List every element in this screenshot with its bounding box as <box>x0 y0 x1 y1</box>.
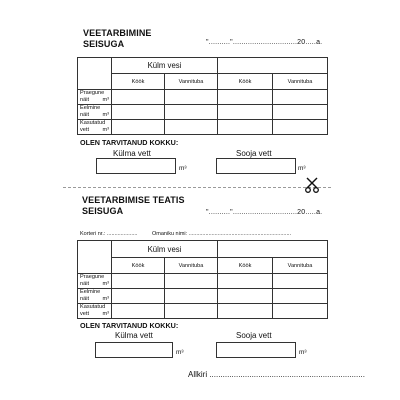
reading-cell[interactable] <box>165 274 218 289</box>
cold-water-header: Külm vesi <box>112 241 218 258</box>
total-label-top: OLEN TARVITANUD KOKKU: <box>80 138 179 147</box>
date-field-bottom[interactable]: ".........."..............................20.....a. <box>206 209 323 216</box>
reading-cell[interactable] <box>165 120 218 135</box>
total-label-bottom: OLEN TARVITANUD KOKKU: <box>80 321 179 330</box>
title-line-1: VEETARBIMINE <box>83 28 152 38</box>
reading-cell[interactable] <box>273 274 328 289</box>
form-title-bottom <box>82 195 185 216</box>
meter-table-bottom <box>77 240 328 319</box>
reading-cell[interactable] <box>112 289 165 304</box>
reading-cell[interactable] <box>218 274 273 289</box>
hot-label-top: Sooja vett <box>236 149 272 158</box>
reading-cell[interactable] <box>112 120 165 135</box>
column-header: Köök <box>112 74 165 90</box>
unit-label: m³ <box>176 349 184 356</box>
reading-cell[interactable] <box>218 90 273 105</box>
cold-total-field-top[interactable] <box>96 158 176 174</box>
reading-cell[interactable] <box>165 90 218 105</box>
table-corner <box>78 241 112 274</box>
title-line-2: SEISUGA <box>83 38 125 49</box>
reading-cell[interactable] <box>112 105 165 120</box>
unit-label: m³ <box>179 165 187 172</box>
apartment-field[interactable]: Korteri nr.: .................... <box>80 231 138 237</box>
reading-cell[interactable] <box>218 289 273 304</box>
cold-total-field-bottom[interactable] <box>95 342 173 358</box>
row-label-current: Praegune näit m³ <box>78 90 112 105</box>
scissors-icon <box>304 176 322 194</box>
cold-water-header: Külm vesi <box>112 58 218 74</box>
reading-cell[interactable] <box>112 90 165 105</box>
unit-label: m³ <box>299 349 307 356</box>
cold-label-bottom: Külma vett <box>115 331 153 340</box>
row-label-used: Kasutatud vett m³ <box>78 120 112 135</box>
owner-field[interactable]: Omaniku nimi: ................................................................... <box>152 231 292 237</box>
column-header: Köök <box>218 74 273 90</box>
column-header: Vannituba <box>273 258 328 274</box>
row-label-previous: Eelmine näit m³ <box>78 105 112 120</box>
reading-cell[interactable] <box>273 90 328 105</box>
column-header: Köök <box>112 258 165 274</box>
reading-cell[interactable] <box>273 304 328 319</box>
reading-cell[interactable] <box>218 120 273 135</box>
column-header: Vannituba <box>165 74 218 90</box>
date-field-top[interactable]: ".........."..............................20.....a. <box>206 39 323 46</box>
hot-total-field-top[interactable] <box>216 158 296 174</box>
reading-cell[interactable] <box>165 304 218 319</box>
reading-cell[interactable] <box>218 304 273 319</box>
title-line-1: VEETARBIMISE TEATIS <box>82 195 185 205</box>
unit-label: m³ <box>298 165 306 172</box>
cold-label-top: Külma vett <box>113 149 151 158</box>
column-header: Vannituba <box>165 258 218 274</box>
title-line-2: SEISUGA <box>82 205 124 216</box>
meter-table-top <box>77 57 328 135</box>
cut-line <box>63 187 331 188</box>
column-header: Köök <box>218 258 273 274</box>
row-label-current: Praegune näit m³ <box>78 274 112 289</box>
reading-cell[interactable] <box>112 274 165 289</box>
reading-cell[interactable] <box>165 289 218 304</box>
table-corner <box>78 58 112 90</box>
form-title-top <box>83 28 152 49</box>
reading-cell[interactable] <box>273 120 328 135</box>
reading-cell[interactable] <box>273 105 328 120</box>
hot-water-header <box>218 58 328 74</box>
signature-field[interactable]: Allkiri ...................................................................... <box>188 370 365 379</box>
column-header: Vannituba <box>273 74 328 90</box>
hot-label-bottom: Sooja vett <box>236 331 272 340</box>
reading-cell[interactable] <box>112 304 165 319</box>
row-label-used: Kasutatud vett m³ <box>78 304 112 319</box>
reading-cell[interactable] <box>218 105 273 120</box>
hot-water-header <box>218 241 328 258</box>
hot-total-field-bottom[interactable] <box>216 342 296 358</box>
reading-cell[interactable] <box>273 289 328 304</box>
reading-cell[interactable] <box>165 105 218 120</box>
row-label-previous: Eelmine näit m³ <box>78 289 112 304</box>
